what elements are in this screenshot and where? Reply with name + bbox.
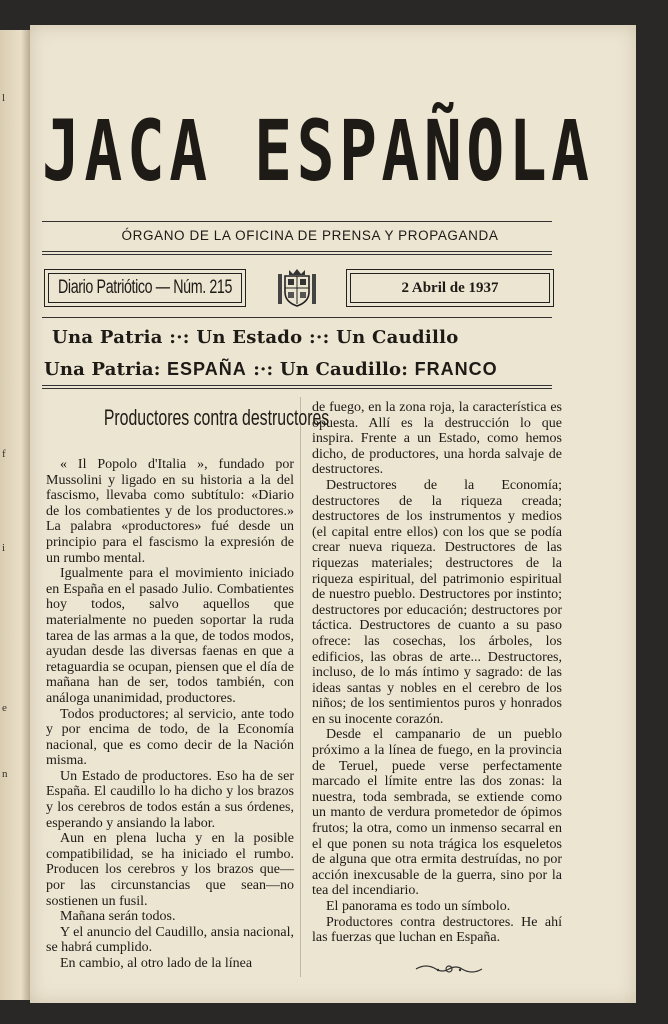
paragraph: Desde el campanario de un pueblo próximo a la línea de fuego, en la provincia de Teruel, puede verse perfectamente marcado el límite entre las dos zonas: la nuestra, toda sembrada, se extiende como un manto de verdura prometedor de ópimos frutos; la otra, como un inmenso secarral en el que ponen su nota trágica los esqueletos de alguna que otra ermita destruídas, no por acción inexcusable de la guerra, sino por la tea del incendiario. (312, 727, 562, 899)
newspaper-subtitle: ÓRGANO DE LA OFICINA DE PRENSA Y PROPAGANDA (121, 228, 499, 243)
column-divider (300, 397, 301, 977)
divider (42, 388, 552, 389)
paragraph: En cambio, al otro lado de la línea (60, 956, 253, 971)
article-column-left (46, 457, 294, 972)
paragraph: Productores contra destructores. He ahí las fuerzas que luchan en España. (312, 914, 562, 946)
masthead (42, 102, 594, 200)
paragraph: Destructores de la Economía; destructores de la riqueza creada; destructores de los instrumentos y medios (el capital entre ellos) con los que se podía crear nueva riqueza. Destructores de las riquezas materiales; destructores de la riqueza espiritual, del patrimonio espiritual de nuestro pueblo. Destructores por instinto; destructores por educación; destructores por táctica. Destructores de cuanto a su paso ofrece: las cosechas, los árboles, los edificios, las obras de arte... Destructores, incluso, de lo más íntimo y sagrado: de las ideas santas y nobles en el cerebro de los niños; de los sentimientos puros y honrados en su inocente corazón. (312, 477, 562, 727)
paragraph: El panorama es todo un símbolo. (326, 899, 511, 914)
paragraph: Mañana serán todos. (60, 909, 176, 925)
paragraph: de fuego, en la zona roja, la característica es opuesta. Allí es la destrucción lo que inspira. Frente a un Estado, como hemos dicho, de productores, una horda salvaje de destructores. (312, 400, 562, 478)
paragraph: Aun en plena lucha y en la posible compatibilidad, se ha iniciado el rumbo. Producen los cerebros y los brazos que—por las circunstancias que sean—no sostienen un fusil. (46, 831, 294, 909)
ornament-flourish-icon (414, 961, 484, 977)
paragraph: Un Estado de productores. Eso ha de ser España. El caudillo lo ha dicho y los brazos y los cerebros de todos están a sus órdenes, esperando y ansiando la labor. (46, 768, 294, 831)
margin-mark: i (2, 542, 6, 554)
paragraph: Igualmente para el movimiento iniciado en España en el pasado Julio. Combatientes hoy todos, salvo aquellos que materialmente no pueden soportar la ruda tarea de las armas a la que, de todos modos, ayudan desde las diversas faenas en que a retaguardia se ocupan, piensen que el día de mañana han de ser, todos también, con análoga unanimidad, productores. (46, 566, 294, 706)
divider (42, 251, 552, 252)
article-column-right (312, 400, 562, 946)
divider (42, 254, 552, 255)
issue-box (44, 269, 246, 307)
margin-mark: f (2, 448, 6, 460)
newspaper-page (30, 25, 636, 1003)
paragraph: Y el anuncio del Caudillo, ansia nacional, se habrá cumplido. (46, 924, 294, 956)
margin-mark: e (2, 702, 7, 714)
margin-mark: n (2, 768, 8, 780)
date-box (346, 269, 554, 307)
paragraph: « Il Popolo d'Italia », fundado por Mussolini y ligado en su historia a la del fascismo, llevaba como subtítulo: «Diario de los combatientes y de los productores.» La palabra «productores» fué desde un principio para el fascismo la expresión de un rumbo mental. (46, 457, 294, 566)
coat-of-arms-icon (275, 268, 319, 308)
margin-mark: l (2, 92, 6, 104)
divider (42, 385, 552, 386)
newspaper-title: JACA ESPAÑOLA (42, 102, 594, 200)
motto-line-2: Una Patria: ESPAÑA :·: Un Caudillo: FRANCO (44, 359, 498, 380)
paragraph: Todos productores; al servicio, ante todo y por encima de todo, de la Economía nacional, que es como decir de la Nación misma. (46, 706, 294, 769)
article-headline: Productores contra destructores (103, 405, 330, 430)
divider (42, 221, 552, 222)
issue-label: Diario Patriótico — Núm. 215 (57, 277, 233, 298)
divider (42, 317, 552, 318)
issue-date: 2 Abril de 1937 (401, 279, 499, 296)
previous-page-edge (0, 30, 30, 1000)
motto-line-1: Una Patria :·: Un Estado :·: Un Caudillo (52, 327, 459, 348)
